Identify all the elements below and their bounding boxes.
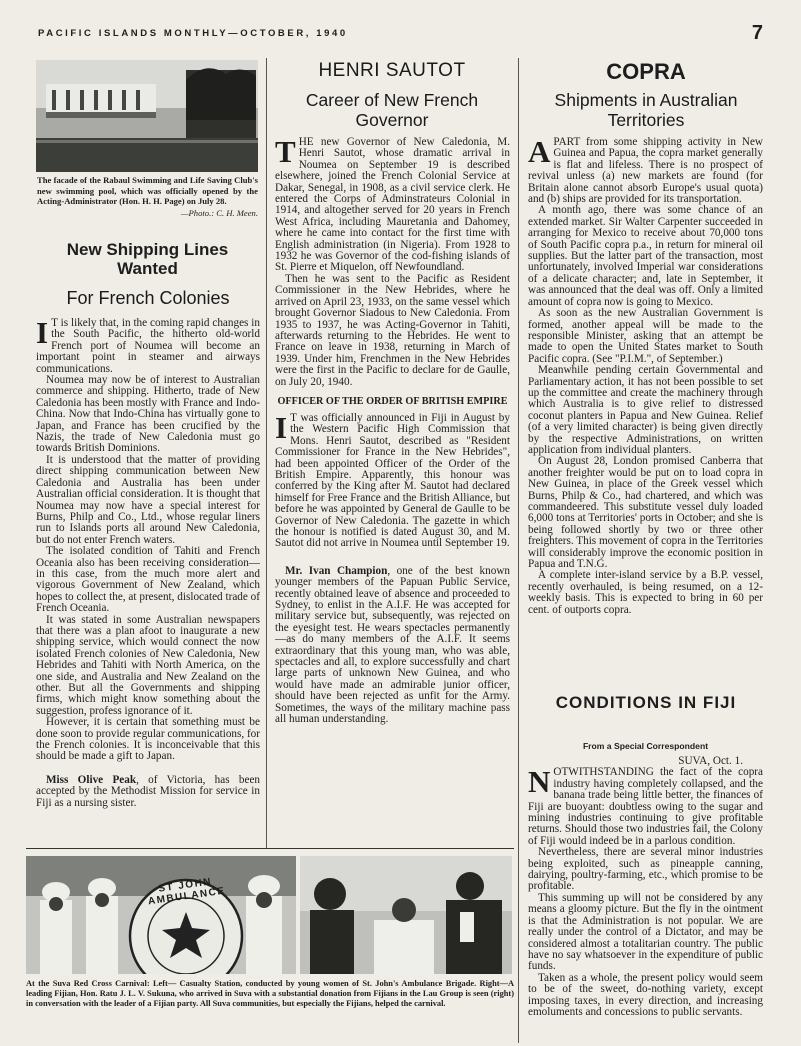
casualty-station-photo xyxy=(26,856,296,974)
fiji-dropcap: N xyxy=(528,764,551,800)
top-photo-caption: The facade of the Rabaul Swimming and Life Saving Club's new swimming pool, which was officially opened by the Acting-Administrator (Hon. H. H. Page) on July 28. xyxy=(37,175,258,207)
bottom-photos-caption: At the Suva Red Cross Carnival: Left— Casualty Station, conducted by young women of St. John's Ambulance Brigade. Right—A leading Fijian, Hon. Ratu J. L. V. Sukuna, who arrived in Suva with a substantial donation from Fijians in the Lau Group is seen (right) in conversation with the leader of a Fijian party. All Suva communities, but especially the Fijians, helped the carnival. xyxy=(26,979,514,1008)
copra-article-body xyxy=(528,134,763,616)
copra-headline: COPRA xyxy=(606,59,686,84)
shipping-article-body xyxy=(36,315,261,809)
sautot-subheadline: Career of New French Governor xyxy=(305,90,479,131)
obe-dropcap: I xyxy=(275,409,288,445)
pool-facade-image xyxy=(36,60,258,172)
copra-paragraph: A complete inter-island service by a B.P. vessel, recently overhauled, is being resumed, on a 12-weekly basis. This is expected to bring in 60 per cent. of outports copra. xyxy=(528,569,763,616)
ivan-champion-note: Mr. Ivan Champion, one of the best known younger members of the Papuan Public Service, recently obtained leave of absence and proceeded to Sydney, to enlist in the A.I.F. He was accepted for military service but, subsequently, was rejected on the eyesight test. He wears spectacles permanently—as do many members of the A.I.F. It seems extraordinary that this young man, who was able, spectacles and all, to explore successfully and chart large parts of unknown New Guinea, and who would have made an admirable junior officer, should have been rejected as unfit for the Army. Sometimes, the ways of the military machine pass all human understanding. xyxy=(275,564,510,726)
copra-subheadline: Shipments in Australian Territories xyxy=(554,90,738,131)
top-photo-caption-block xyxy=(37,175,258,218)
top-photo-credit: —Photo.: C. H. Meen. xyxy=(180,207,258,218)
st-john-ambulance-badge-text: ST JOHN AMBULANCE xyxy=(147,876,227,908)
ratu-sukuna-photo xyxy=(300,856,512,974)
sautot-article-body xyxy=(275,134,510,726)
shipping-paragraph: However, it is certain that something must be done soon to provide regular communications, for the French colonies. It is inconceivable that this should be made a gift to Japan. xyxy=(36,716,261,763)
copra-paragraph: A month ago, there was some chance of an extended market. Sir Walter Carpenter succeeded in arranging for Mexico to receive about 70,000 tons of South Pacific copra p.a., in return for mineral oil supplies. But the latter part of the transaction, most unfortunately, involved Imperial war considerations of a delicate character; and, late in September, it was announced that the deal was off. Only a limited amount of copra now is going to Mexico. xyxy=(528,204,763,308)
ambulance-nurses-image xyxy=(26,856,296,974)
shipping-paragraph: The isolated condition of Tahiti and French Oceania also has been receiving consideration—in this case, from the much more alert and vigorous Government of New Zealand, which hopes to collect the, at present, dislocated trade of French Oceania. xyxy=(36,545,260,615)
column-rule-right xyxy=(518,58,519,1043)
fiji-headline: CONDITIONS IN FIJI xyxy=(555,693,737,712)
sautot-headline: HENRI SAUTOT xyxy=(318,60,466,81)
fiji-paragraph: NOTWITHSTANDING the fact of the copra industry having completely collapsed, and the banana trade being little better, the finances of Fiji are buoyant: doubtless owing to the sugar and mining industries continuing to give profitable returns. Should those two industries fail, the Colony of Fiji would indeed be in a parlous condition. xyxy=(528,764,763,847)
sautot-paragraph: THE new Governor of New Caledonia, M. Henri Sautot, whose dramatic arrival in Noumea on September 19 is described elsewhere, joined the French Colonial Service at Dakar, Senegal, in 1908, as a civil service clerk. He entered the Corps of Adminstrateurs Colonial in 1914, and altogether served for 20 years in French West Africa, including Mauretania and Dahomey, where he came into contact for the first time with English administration (in Nigeria). From 1928 to 1932 he was Governor of the cod-fishing islands of St. Pierre et Miquelon, off Newfoundland. xyxy=(275,134,510,274)
sautot-dropcap: T xyxy=(275,134,296,169)
swimming-pool-photo xyxy=(36,60,258,172)
fiji-byline: From a Special Correspondent xyxy=(582,741,709,751)
page-number: 7 xyxy=(751,22,763,44)
column-rule-left xyxy=(266,58,267,848)
fiji-paragraph: Taken as a whole, the present policy would seem to be of the sweet, do-nothing variety, except imposing taxes, in every direction, and increasing emoluments and concessions to public servants. xyxy=(528,971,763,1018)
shipping-headline: New Shipping Lines Wanted xyxy=(66,240,229,279)
sautot-paragraph: Then he was sent to the Pacific as Resident Commissioner in the New Hebrides, where he arrived on April 23, 1933, on the same vessel which brought Governor Siadous to New Caledonia. From 1935 to 1937, he was Acting-Governor in Tahiti, afterwards returning to the Hebrides. He went to France on leave in 1938, returning in March of 1939. Under him, Frenchmen in the New Hebrides were the first in the Pacific to declare for de Gaulle, on July 20, 1940. xyxy=(275,272,510,388)
obe-paragraph: I T was officially announced in Fiji in August by the Western Pacific High Commission that Mons. Henri Sautot, described as "Resident Commissioner for France in the New Hebrides", had been appointed Officer of the Order of the British Empire. Apparently, this honour was conferred by the King after M. Sautot had declared himself for Free France and the British Alliance, but before he was appointed by General de Gaulle to be Governor of New Caledonia. The gazette in which the honour is notified is dated August 30, and M. Sautot did not arrive in Noumea until September 19. xyxy=(275,409,510,550)
fijian-leaders-image xyxy=(300,856,512,974)
shipping-paragraph: It was stated in some Australian newspapers that there was a plan afoot to inaugurate a new shipping service, which would connect the now isolated French colonies of New Caledonia, New Hebrides and Tahiti with North America, on the one side, and Australia and New Zealand on the other. But all the Governments and shipping firms, which might know something about the suggestion, profess ignorance of it. xyxy=(36,613,260,717)
copra-dropcap: A xyxy=(528,134,551,169)
shipping-dropcap: I xyxy=(36,315,49,350)
fiji-paragraph: Nevertheless, there are several minor industries being exploited, such as pineapple canning, dairying, poultry-farming, etc., which promise to be profitable. xyxy=(528,846,763,893)
shipping-subheadline: For French Colonies xyxy=(66,288,230,308)
copra-paragraph: APART from some shipping activity in New Guinea and Papua, the copra market generally is flat and lifeless. There is no prospect of revival unless (a) new markets are found (for Britain alone cannot absorb Europe's usual quota) and (b) ships are provided for its transportation. xyxy=(528,134,763,206)
running-header xyxy=(38,22,763,48)
shipping-paragraph: Noumea may now be of interest to Australian commerce and shipping. Hitherto, trade of New Caledonia has been mostly with France and Indo-China. Now that Indo-China has virtually gone to Japan, and France has been crucified by the Nazis, the trade of New Caledonia must go towards British Dominions. xyxy=(36,374,260,455)
copra-paragraph: As soon as the new Australian Government is formed, another appeal will be made to the responsible Minister, asking that an attempt be made to open the United States market to South Pacific copra. (See "P.I.M.", of September.) xyxy=(528,307,763,365)
shipping-paragraph: I T is likely that, in the coming rapid changes in the South Pacific, the hitherto old-world French port of Noumea will become an important point in steamer and airways communications. xyxy=(36,315,260,375)
bottom-photo-rule xyxy=(26,848,514,849)
fiji-dateline: SUVA, Oct. 1. xyxy=(678,755,743,767)
running-title: PACIFIC ISLANDS MONTHLY—OCTOBER, 1940 xyxy=(38,28,348,39)
shipping-paragraph: It is understood that the matter of providing direct shipping communication between New Caledonia and Australia has been under Australian official consideration. It is thought that Noumea may now have a special interest for Burns, Philp and Co., Ltd., whose regular liners run to Islands ports all around New Caledonia, but do not enter French waters. xyxy=(36,453,260,546)
copra-paragraph: On August 28, London promised Canberra that another freighter would be put on to load copra in New Guinea, in place of the Greek vessel which Burns, Philp & Co., had chartered, and which was commandeered. This substitute vessel duly loaded 6,000 tons at Territories' ports in October; and she is being followed shortly by two or three other freighters. This movement of copra in the Territories will considerably improve the economic position in Papua and T.N.G. xyxy=(528,455,763,571)
fiji-article-body xyxy=(528,756,763,1018)
copra-paragraph: Meanwhile pending certain Governmental and Parliamentary action, it has not been possible to set up the committee and create the machinery through which Australia is to give relief to distressed coconut planters in Papua and New Guinea. Relief (of a very limited character) is being given directly by the respective Administrations, on written application from individual planters. xyxy=(528,364,763,456)
obe-section-head: OFFICER OF THE ORDER OF BRITISH EMPIRE xyxy=(277,395,508,407)
olive-peak-note: Miss Olive Peak, of Victoria, has been accepted by the Methodist Mission for service in Fiji as a nursing sister. xyxy=(36,773,261,809)
fiji-paragraph: This summing up will not be considered by any means a gloomy picture. But the fly in the ointment is that the Administration is not popular. We are really under the control of a Dictator, and may be considered almost a totalitarian country. The public have no say whatsoever in the expenditure of public funds. xyxy=(528,891,763,973)
